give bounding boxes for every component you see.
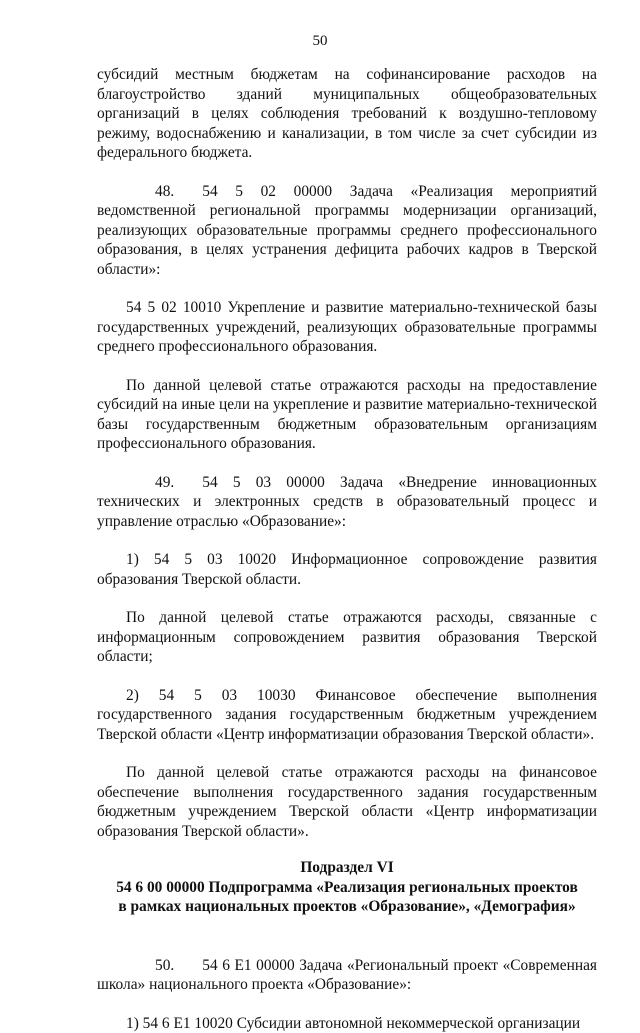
paragraph-code-546E1-10020: 1) 54 6 E1 10020 Субсидии автономной некоммерческой организации (97, 1014, 597, 1033)
paragraph-code-54503-10020: 1) 54 5 03 10020 Информационное сопровождение развития образования Тверской области. (97, 550, 597, 589)
page-number: 50 (0, 33, 640, 50)
paragraph-item-48: 48. 54 5 02 00000 Задача «Реализация мероприятий ведомственной региональной программы модернизации организаций, реализующих образовательные программы среднего профессионального образования, в целях устранения дефицита рабочих кадров в Тверской области»: (97, 182, 597, 280)
paragraph-code-54502-10010: 54 5 02 10010 Укрепление и развитие материально-технической базы государственных учреждений, реализующих образовательные программы среднего профессионального образования. (97, 298, 597, 357)
paragraph-description: По данной целевой статье отражаются расходы, связанные с информационным сопровождением развития образования Тверской области; (97, 608, 597, 667)
paragraph-item-49: 49. 54 5 03 00000 Задача «Внедрение инновационных технических и электронных средств в образовательный процесс и управление отраслью «Образование»: (97, 473, 597, 532)
paragraph-item-50: 50. 54 6 E1 00000 Задача «Региональный проект «Современная школа» национального проекта «Образование»: (97, 956, 597, 995)
paragraph-description: По данной целевой статье отражаются расходы на финансовое обеспечение выполнения государственного задания государственным бюджетным учреждением Тверской области «Центр информатизации образования Тверской области». (97, 763, 597, 841)
paragraph-description: По данной целевой статье отражаются расходы на предоставление субсидий на иные цели на укрепление и развитие материально-технической базы государственным бюджетным образовательным организациям профессионального образования. (97, 376, 597, 454)
paragraph-code-54503-10030: 2) 54 5 03 10030 Финансовое обеспечение выполнения государственного задания государственным бюджетным учреждением Тверской области «Центр информатизации образования Тверской области». (97, 686, 597, 745)
section-heading (97, 858, 597, 917)
section-title: Подраздел VI (97, 858, 597, 878)
paragraph-continuation: субсидий местным бюджетам на софинансирование расходов на благоустройство зданий муниципальных общеобразовательных организаций в целях соблюдения требований к воздушно-тепловому режиму, водоснабжению и канализации, в том числе за счет субсидии из федерального бюджета. (97, 65, 597, 163)
subprogram-title-line2: в рамках национальных проектов «Образование», «Демография» (97, 897, 597, 917)
document-body (97, 65, 597, 1033)
item-number: 48. (126, 182, 174, 202)
item-number: 49. (126, 473, 174, 493)
subprogram-title-line1: 54 6 00 00000 Подпрограмма «Реализация региональных проектов (97, 878, 597, 898)
item-number: 50. (126, 956, 174, 976)
